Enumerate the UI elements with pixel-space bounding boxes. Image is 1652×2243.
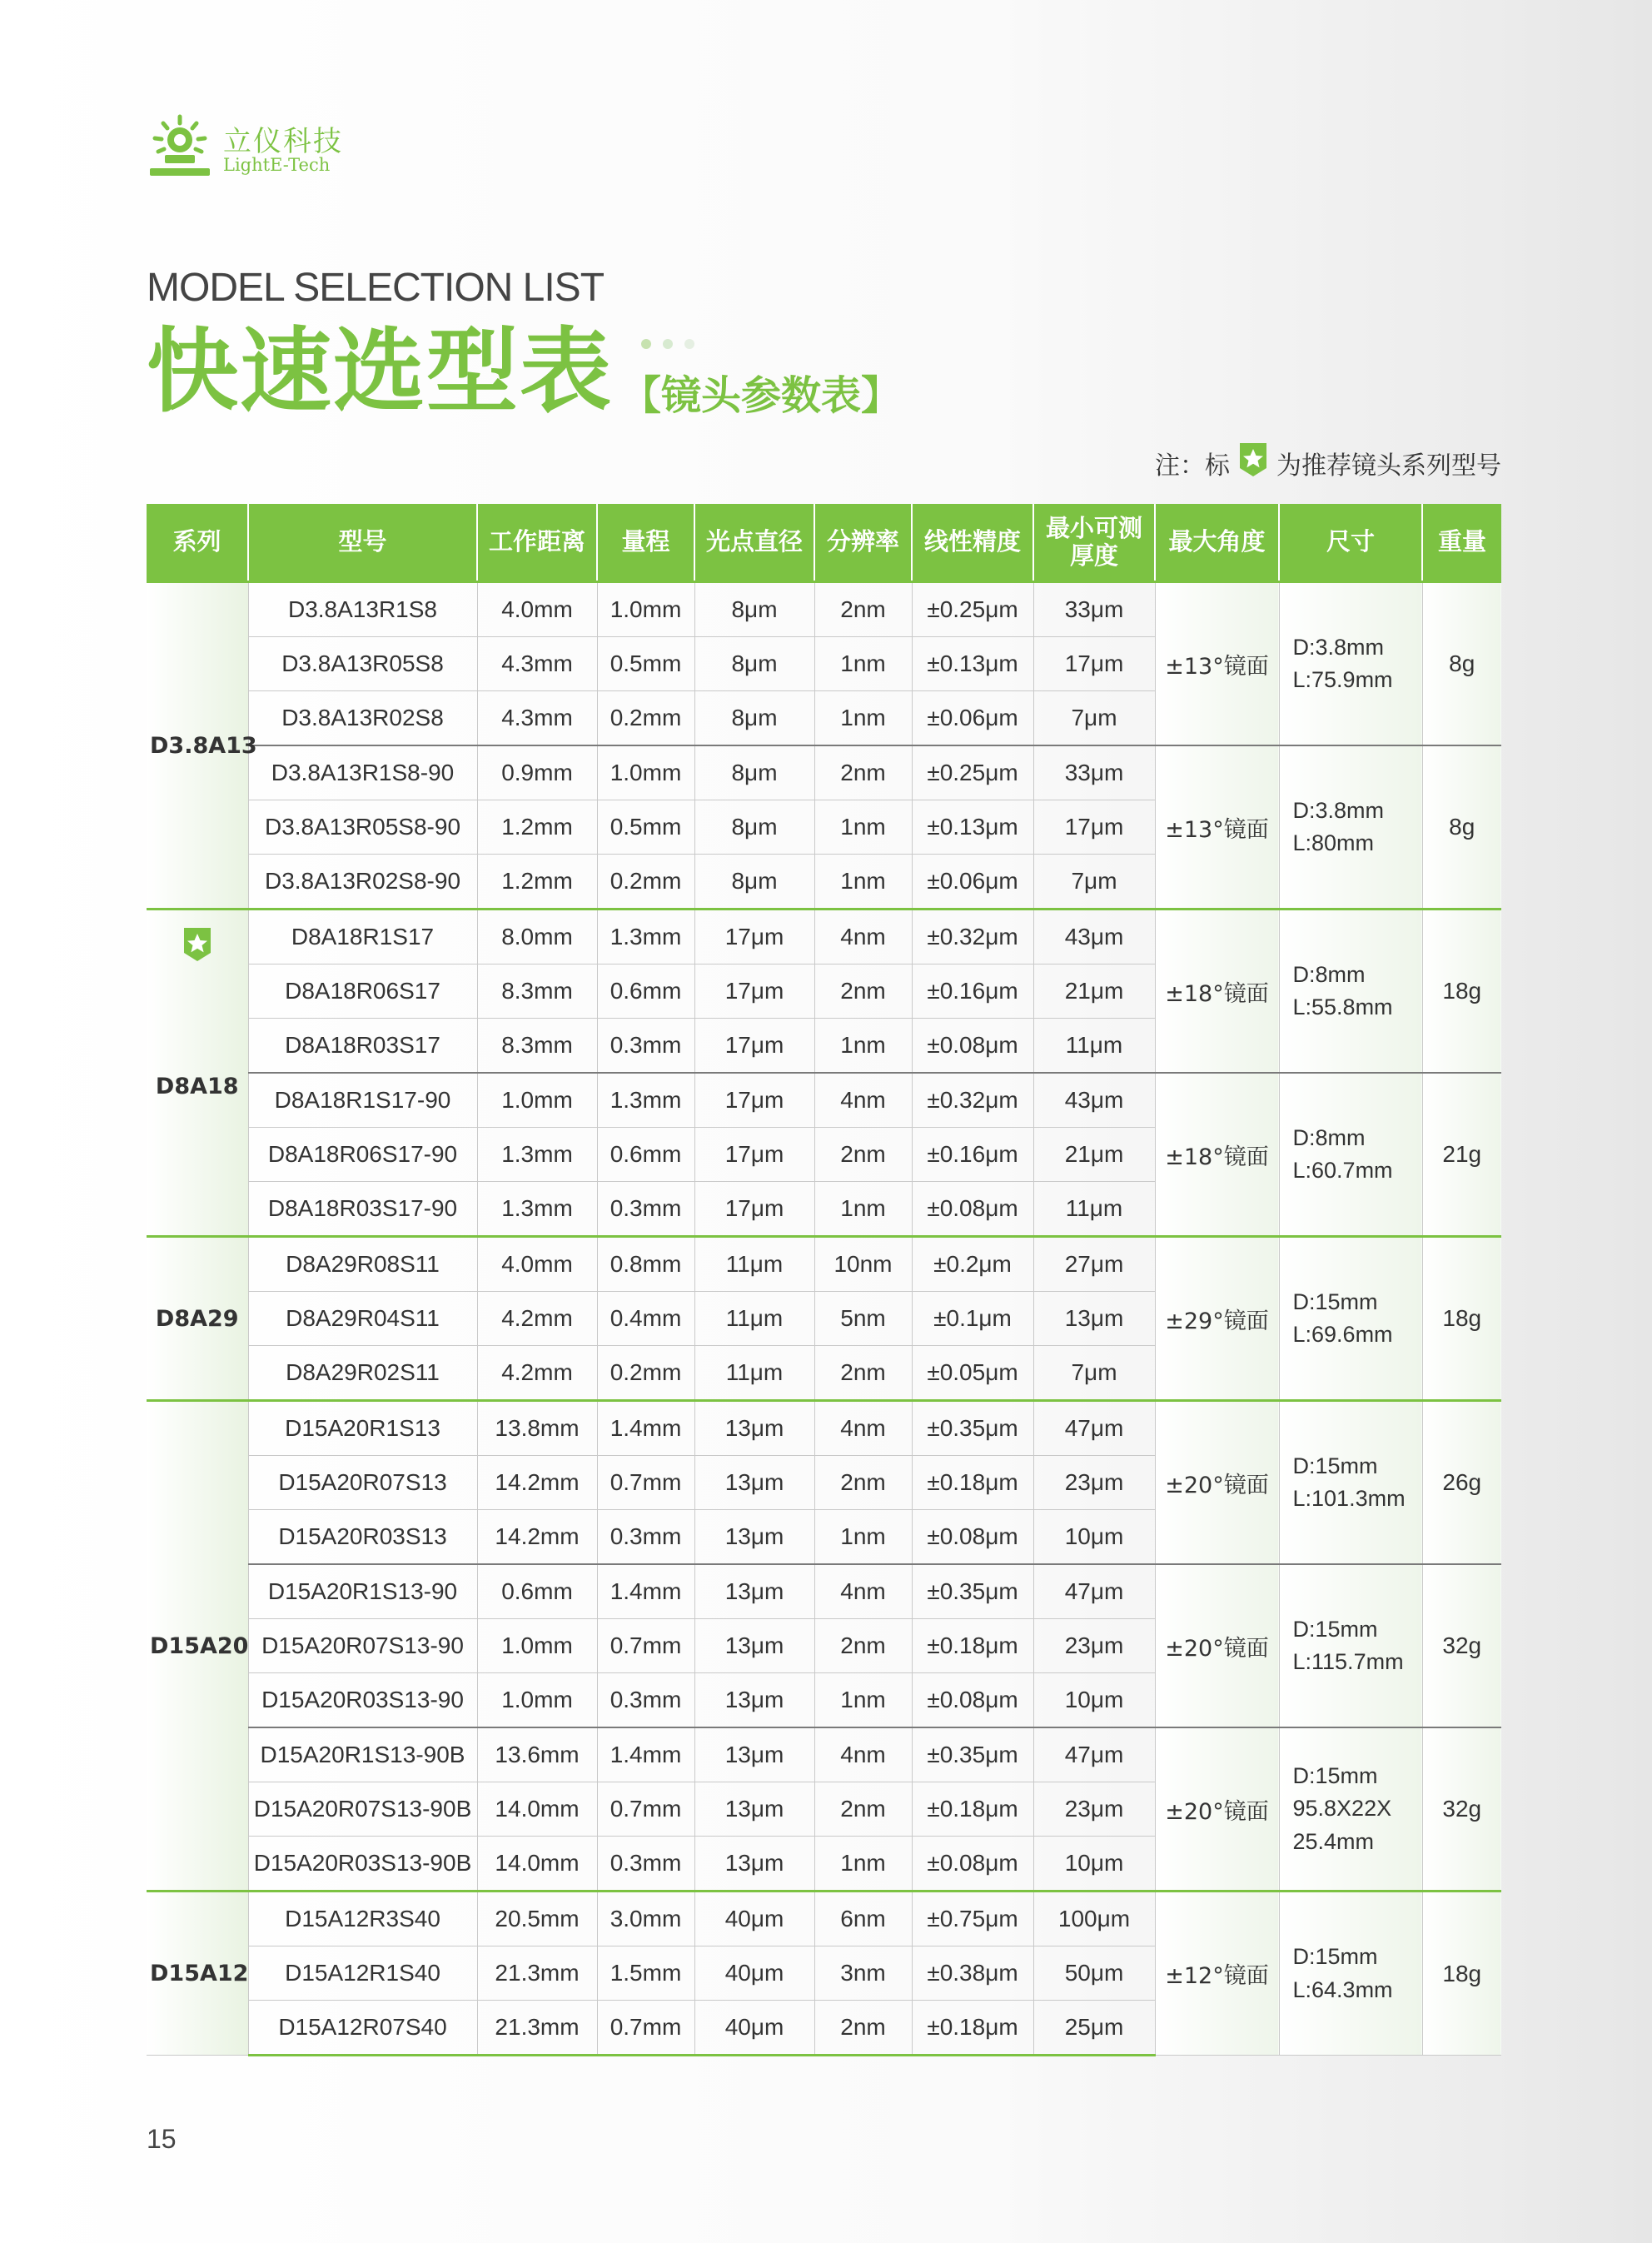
cell-spot: 13μm	[694, 1456, 814, 1510]
cell-resolution: 2nm	[814, 2001, 912, 2056]
cell-linearity: ±0.1μm	[912, 1292, 1033, 1346]
cell-working-distance: 14.2mm	[477, 1510, 597, 1565]
cell-working-distance: 1.0mm	[477, 1673, 597, 1728]
cell-range: 0.2mm	[597, 855, 694, 910]
cell-min-thickness: 33μm	[1033, 745, 1155, 800]
cell-linearity: ±0.32μm	[912, 1073, 1033, 1128]
cell-max-angle: ±20°镜面	[1155, 1564, 1279, 1727]
cell-model: D15A12R3S40	[248, 1892, 477, 1946]
cell-spot: 40μm	[694, 1892, 814, 1946]
cell-range: 1.0mm	[597, 582, 694, 637]
cell-model: D15A20R07S13-90	[248, 1619, 477, 1673]
page-title-sub: 【镜头参数表】	[621, 372, 902, 419]
cell-working-distance: 0.9mm	[477, 745, 597, 800]
cell-resolution: 1nm	[814, 855, 912, 910]
cell-spot: 11μm	[694, 1346, 814, 1401]
cell-max-angle: ±13°镜面	[1155, 745, 1279, 910]
cell-spot: 13μm	[694, 1619, 814, 1673]
cell-model: D15A12R1S40	[248, 1946, 477, 2001]
cell-spot: 13μm	[694, 1510, 814, 1565]
cell-working-distance: 8.3mm	[477, 964, 597, 1019]
table-row	[147, 910, 1501, 964]
cell-range: 0.2mm	[597, 1346, 694, 1401]
cell-range: 1.4mm	[597, 1727, 694, 1782]
table-row	[147, 582, 1501, 637]
cell-max-angle: ±20°镜面	[1155, 1727, 1279, 1892]
size-line: L:101.3mm	[1292, 1486, 1406, 1511]
cell-resolution: 3nm	[814, 1946, 912, 2001]
cell-range: 0.3mm	[597, 1673, 694, 1728]
cell-range: 0.4mm	[597, 1292, 694, 1346]
cell-working-distance: 4.0mm	[477, 1237, 597, 1292]
brand-name-en: LightE-Tech	[223, 155, 331, 175]
recommend-note	[1155, 441, 1501, 485]
cell-spot: 11μm	[694, 1237, 814, 1292]
cell-spot: 8μm	[694, 745, 814, 800]
cell-spot: 17μm	[694, 964, 814, 1019]
cell-min-thickness: 10μm	[1033, 1837, 1155, 1892]
series-cell	[147, 582, 257, 910]
cell-max-angle: ±12°镜面	[1155, 1892, 1279, 2056]
header-model: 型号	[248, 504, 477, 582]
cell-resolution: 2nm	[814, 964, 912, 1019]
cell-model: D15A12R07S40	[248, 2001, 477, 2056]
cell-max-angle: ±29°镜面	[1155, 1237, 1279, 1401]
cell-size	[1279, 1401, 1422, 1565]
table-row	[147, 1073, 1501, 1128]
cell-model: D3.8A13R05S8	[248, 637, 477, 691]
cell-linearity: ±0.25μm	[912, 745, 1033, 800]
cell-model: D3.8A13R02S8-90	[248, 855, 477, 910]
cell-size	[1279, 745, 1422, 910]
cell-spot: 8μm	[694, 691, 814, 746]
header-min-thickness	[1033, 504, 1155, 582]
cell-linearity: ±0.38μm	[912, 1946, 1033, 2001]
cell-linearity: ±0.08μm	[912, 1019, 1033, 1074]
cell-working-distance: 20.5mm	[477, 1892, 597, 1946]
table-body	[147, 582, 1501, 2056]
cell-range: 0.7mm	[597, 1619, 694, 1673]
cell-model: D3.8A13R1S8	[248, 582, 477, 637]
size-line: L:80mm	[1292, 830, 1375, 855]
cell-linearity: ±0.05μm	[912, 1346, 1033, 1401]
cell-resolution: 2nm	[814, 1782, 912, 1837]
series-label: D3.8A13	[150, 732, 257, 759]
cell-spot: 11μm	[694, 1292, 814, 1346]
cell-weight: 18g	[1422, 910, 1501, 1074]
cell-spot: 8μm	[694, 800, 814, 855]
cell-resolution: 1nm	[814, 1673, 912, 1728]
cell-linearity: ±0.2μm	[912, 1237, 1033, 1292]
header-max-angle: 最大角度	[1155, 504, 1279, 582]
size-line: D:15mm	[1292, 1944, 1378, 1970]
cell-resolution: 4nm	[814, 1073, 912, 1128]
cell-weight: 32g	[1422, 1564, 1501, 1727]
cell-min-thickness: 23μm	[1033, 1782, 1155, 1837]
cell-resolution: 4nm	[814, 1727, 912, 1782]
cell-range: 1.4mm	[597, 1401, 694, 1456]
cell-linearity: ±0.32μm	[912, 910, 1033, 964]
cell-min-thickness: 25μm	[1033, 2001, 1155, 2056]
cell-linearity: ±0.08μm	[912, 1673, 1033, 1728]
cell-working-distance: 4.2mm	[477, 1292, 597, 1346]
cell-min-thickness: 7μm	[1033, 1346, 1155, 1401]
table-row	[147, 1237, 1501, 1292]
cell-spot: 13μm	[694, 1401, 814, 1456]
cell-weight: 18g	[1422, 1892, 1501, 2056]
cell-linearity: ±0.08μm	[912, 1182, 1033, 1237]
header-resolution: 分辨率	[814, 504, 912, 582]
cell-max-angle: ±13°镜面	[1155, 582, 1279, 746]
header-weight: 重量	[1422, 504, 1501, 582]
cell-spot: 13μm	[694, 1564, 814, 1619]
cell-range: 0.7mm	[597, 1782, 694, 1837]
cell-range: 0.6mm	[597, 1128, 694, 1182]
cell-linearity: ±0.75μm	[912, 1892, 1033, 1946]
cell-spot: 13μm	[694, 1727, 814, 1782]
cell-max-angle: ±20°镜面	[1155, 1401, 1279, 1565]
cell-working-distance: 21.3mm	[477, 1946, 597, 2001]
cell-min-thickness: 33μm	[1033, 582, 1155, 637]
cell-max-angle: ±18°镜面	[1155, 910, 1279, 1074]
cell-resolution: 10nm	[814, 1237, 912, 1292]
series-label: D15A20	[150, 1632, 249, 1659]
cell-resolution: 1nm	[814, 637, 912, 691]
cell-linearity: ±0.08μm	[912, 1837, 1033, 1892]
cell-min-thickness: 7μm	[1033, 855, 1155, 910]
cell-min-thickness: 7μm	[1033, 691, 1155, 746]
cell-model: D8A29R02S11	[248, 1346, 477, 1401]
cell-range: 1.4mm	[597, 1564, 694, 1619]
cell-model: D8A29R08S11	[248, 1237, 477, 1292]
cell-model: D15A20R1S13-90B	[248, 1727, 477, 1782]
table-header-row	[147, 504, 1501, 582]
cell-range: 0.8mm	[597, 1237, 694, 1292]
cell-linearity: ±0.35μm	[912, 1401, 1033, 1456]
size-line: D:8mm	[1292, 1124, 1366, 1150]
series-cell	[147, 1237, 248, 1401]
cell-resolution: 1nm	[814, 691, 912, 746]
cell-weight: 18g	[1422, 1237, 1501, 1401]
cell-working-distance: 14.0mm	[477, 1837, 597, 1892]
cell-linearity: ±0.06μm	[912, 855, 1033, 910]
decorative-dots	[641, 336, 706, 352]
size-line: L:75.9mm	[1292, 667, 1393, 692]
size-line: D:8mm	[1292, 961, 1366, 987]
table-row	[147, 1727, 1501, 1782]
cell-range: 1.0mm	[597, 745, 694, 800]
page-subtitle-en: MODEL SELECTION LIST	[147, 266, 605, 310]
cell-min-thickness: 23μm	[1033, 1619, 1155, 1673]
cell-min-thickness: 13μm	[1033, 1292, 1155, 1346]
cell-min-thickness: 47μm	[1033, 1727, 1155, 1782]
cell-linearity: ±0.16μm	[912, 1128, 1033, 1182]
cell-resolution: 5nm	[814, 1292, 912, 1346]
cell-range: 0.5mm	[597, 800, 694, 855]
cell-weight: 21g	[1422, 1073, 1501, 1237]
header-series: 系列	[147, 504, 248, 582]
cell-max-angle: ±18°镜面	[1155, 1073, 1279, 1237]
cell-min-thickness: 47μm	[1033, 1564, 1155, 1619]
lens-spec-table	[147, 504, 1501, 2056]
table-row	[147, 745, 1501, 800]
size-line: 95.8X22X	[1292, 1796, 1392, 1822]
size-line: D:15mm	[1292, 1453, 1378, 1478]
cell-size	[1279, 1073, 1422, 1237]
series-cell	[147, 910, 248, 1237]
cell-linearity: ±0.35μm	[912, 1564, 1033, 1619]
cell-resolution: 4nm	[814, 1564, 912, 1619]
table-row	[147, 1892, 1501, 1946]
brand-logo	[147, 113, 363, 180]
cell-spot: 40μm	[694, 2001, 814, 2056]
cell-linearity: ±0.35μm	[912, 1727, 1033, 1782]
cell-resolution: 2nm	[814, 582, 912, 637]
cell-range: 0.7mm	[597, 2001, 694, 2056]
size-line: L:60.7mm	[1292, 1158, 1393, 1183]
series-cell	[147, 1401, 248, 1892]
cell-range: 0.2mm	[597, 691, 694, 746]
table-row	[147, 1564, 1501, 1619]
cell-weight: 26g	[1422, 1401, 1501, 1565]
cell-working-distance: 4.0mm	[477, 582, 597, 637]
cell-model: D15A20R1S13	[248, 1401, 477, 1456]
cell-linearity: ±0.06μm	[912, 691, 1033, 746]
cell-model: D8A18R03S17-90	[248, 1182, 477, 1237]
cell-min-thickness: 10μm	[1033, 1673, 1155, 1728]
cell-spot: 17μm	[694, 1182, 814, 1237]
cell-range: 0.6mm	[597, 964, 694, 1019]
cell-model: D8A18R03S17	[248, 1019, 477, 1074]
cell-model: D8A18R06S17-90	[248, 1128, 477, 1182]
recommend-star-icon	[181, 926, 214, 969]
cell-spot: 13μm	[694, 1673, 814, 1728]
cell-resolution: 2nm	[814, 1619, 912, 1673]
cell-resolution: 1nm	[814, 1510, 912, 1565]
cell-model: D8A18R1S17	[248, 910, 477, 964]
size-line: D:3.8mm	[1292, 797, 1385, 823]
size-line: 25.4mm	[1292, 1828, 1375, 1854]
header-working-distance: 工作距离	[477, 504, 597, 582]
brand-name-cn: 立仪科技	[223, 125, 343, 158]
cell-model: D8A18R1S17-90	[248, 1073, 477, 1128]
cell-model: D15A20R03S13-90	[248, 1673, 477, 1728]
cell-weight: 8g	[1422, 582, 1501, 746]
size-line: D:15mm	[1292, 1616, 1378, 1642]
page-number: 15	[147, 2124, 177, 2154]
cell-min-thickness: 17μm	[1033, 800, 1155, 855]
size-line: D:15mm	[1292, 1288, 1378, 1314]
cell-working-distance: 14.2mm	[477, 1456, 597, 1510]
cell-size	[1279, 1727, 1422, 1892]
cell-working-distance: 13.6mm	[477, 1727, 597, 1782]
cell-working-distance: 1.0mm	[477, 1619, 597, 1673]
cell-linearity: ±0.13μm	[912, 800, 1033, 855]
cell-range: 1.5mm	[597, 1946, 694, 2001]
cell-spot: 8μm	[694, 855, 814, 910]
cell-min-thickness: 27μm	[1033, 1237, 1155, 1292]
cell-working-distance: 4.3mm	[477, 691, 597, 746]
cell-resolution: 4nm	[814, 1401, 912, 1456]
cell-model: D15A20R1S13-90	[248, 1564, 477, 1619]
cell-model: D15A20R03S13	[248, 1510, 477, 1565]
cell-model: D15A20R07S13-90B	[248, 1782, 477, 1837]
cell-min-thickness: 100μm	[1033, 1892, 1155, 1946]
cell-linearity: ±0.18μm	[912, 1456, 1033, 1510]
cell-model: D15A20R07S13	[248, 1456, 477, 1510]
cell-min-thickness: 43μm	[1033, 1073, 1155, 1128]
cell-linearity: ±0.13μm	[912, 637, 1033, 691]
cell-weight: 32g	[1422, 1727, 1501, 1892]
header-size: 尺寸	[1279, 504, 1422, 582]
cell-min-thickness: 17μm	[1033, 637, 1155, 691]
cell-linearity: ±0.18μm	[912, 1619, 1033, 1673]
cell-resolution: 2nm	[814, 1128, 912, 1182]
size-line: L:64.3mm	[1292, 1976, 1393, 2002]
size-line: L:69.6mm	[1292, 1322, 1393, 1347]
cell-spot: 13μm	[694, 1782, 814, 1837]
cell-linearity: ±0.18μm	[912, 1782, 1033, 1837]
cell-size	[1279, 1564, 1422, 1727]
series-label: D8A29	[155, 1305, 239, 1332]
cell-resolution: 1nm	[814, 1019, 912, 1074]
cell-linearity: ±0.25μm	[912, 582, 1033, 637]
header-min-thickness-line1: 最小可测	[1045, 513, 1142, 542]
cell-resolution: 1nm	[814, 1837, 912, 1892]
cell-resolution: 6nm	[814, 1892, 912, 1946]
header-min-thickness-line2: 厚度	[1069, 541, 1118, 570]
cell-working-distance: 13.8mm	[477, 1401, 597, 1456]
cell-range: 1.3mm	[597, 1073, 694, 1128]
cell-weight: 8g	[1422, 745, 1501, 910]
cell-resolution: 2nm	[814, 745, 912, 800]
cell-spot: 17μm	[694, 1128, 814, 1182]
size-line: L:55.8mm	[1292, 994, 1393, 1019]
table-row	[147, 1401, 1501, 1456]
cell-spot: 17μm	[694, 1073, 814, 1128]
cell-min-thickness: 50μm	[1033, 1946, 1155, 2001]
cell-working-distance: 0.6mm	[477, 1564, 597, 1619]
cell-spot: 13μm	[694, 1837, 814, 1892]
cell-working-distance: 4.3mm	[477, 637, 597, 691]
cell-model: D3.8A13R1S8-90	[248, 745, 477, 800]
note-prefix: 注：标	[1155, 451, 1230, 481]
cell-model: D15A20R03S13-90B	[248, 1837, 477, 1892]
cell-model: D8A29R04S11	[248, 1292, 477, 1346]
cell-linearity: ±0.08μm	[912, 1510, 1033, 1565]
series-label: D15A12	[150, 1961, 249, 1986]
cell-spot: 17μm	[694, 1019, 814, 1074]
cell-min-thickness: 21μm	[1033, 964, 1155, 1019]
cell-resolution: 1nm	[814, 800, 912, 855]
cell-min-thickness: 11μm	[1033, 1019, 1155, 1074]
cell-working-distance: 4.2mm	[477, 1346, 597, 1401]
cell-resolution: 4nm	[814, 910, 912, 964]
cell-working-distance: 1.3mm	[477, 1128, 597, 1182]
cell-range: 0.3mm	[597, 1182, 694, 1237]
cell-model: D3.8A13R05S8-90	[248, 800, 477, 855]
cell-range: 3.0mm	[597, 1892, 694, 1946]
cell-resolution: 2nm	[814, 1346, 912, 1401]
size-line: D:3.8mm	[1292, 634, 1385, 660]
size-line: D:15mm	[1292, 1763, 1378, 1789]
cell-range: 0.5mm	[597, 637, 694, 691]
cell-working-distance: 1.0mm	[477, 1073, 597, 1128]
note-suffix: 为推荐镜头系列型号	[1276, 451, 1501, 481]
cell-spot: 40μm	[694, 1946, 814, 2001]
cell-working-distance: 21.3mm	[477, 2001, 597, 2056]
cell-min-thickness: 23μm	[1033, 1456, 1155, 1510]
cell-model: D8A18R06S17	[248, 964, 477, 1019]
cell-spot: 8μm	[694, 582, 814, 637]
series-cell	[147, 1892, 248, 2056]
recommend-star-icon	[1237, 441, 1270, 485]
cell-working-distance: 1.3mm	[477, 1182, 597, 1237]
cell-size	[1279, 1892, 1422, 2056]
page-title: 快速选型表	[147, 318, 613, 425]
cell-working-distance: 8.3mm	[477, 1019, 597, 1074]
series-label: D8A18	[155, 1074, 239, 1099]
cell-min-thickness: 47μm	[1033, 1401, 1155, 1456]
cell-range: 0.3mm	[597, 1019, 694, 1074]
cell-min-thickness: 43μm	[1033, 910, 1155, 964]
cell-range: 0.7mm	[597, 1456, 694, 1510]
cell-spot: 17μm	[694, 910, 814, 964]
cell-size	[1279, 1237, 1422, 1401]
cell-working-distance: 1.2mm	[477, 800, 597, 855]
header-linearity: 线性精度	[912, 504, 1033, 582]
cell-linearity: ±0.16μm	[912, 964, 1033, 1019]
cell-min-thickness: 21μm	[1033, 1128, 1155, 1182]
size-line: L:115.7mm	[1292, 1649, 1404, 1674]
header-spot-diameter: 光点直径	[694, 504, 814, 582]
cell-working-distance: 14.0mm	[477, 1782, 597, 1837]
cell-min-thickness: 11μm	[1033, 1182, 1155, 1237]
cell-linearity: ±0.18μm	[912, 2001, 1033, 2056]
sun-logo-icon	[147, 113, 213, 180]
cell-working-distance: 8.0mm	[477, 910, 597, 964]
cell-range: 0.3mm	[597, 1510, 694, 1565]
header-range: 量程	[597, 504, 694, 582]
cell-min-thickness: 10μm	[1033, 1510, 1155, 1565]
cell-model: D3.8A13R02S8	[248, 691, 477, 746]
cell-size	[1279, 910, 1422, 1074]
cell-resolution: 2nm	[814, 1456, 912, 1510]
cell-size	[1279, 582, 1422, 746]
cell-working-distance: 1.2mm	[477, 855, 597, 910]
cell-resolution: 1nm	[814, 1182, 912, 1237]
cell-range: 1.3mm	[597, 910, 694, 964]
cell-range: 0.3mm	[597, 1837, 694, 1892]
cell-spot: 8μm	[694, 637, 814, 691]
